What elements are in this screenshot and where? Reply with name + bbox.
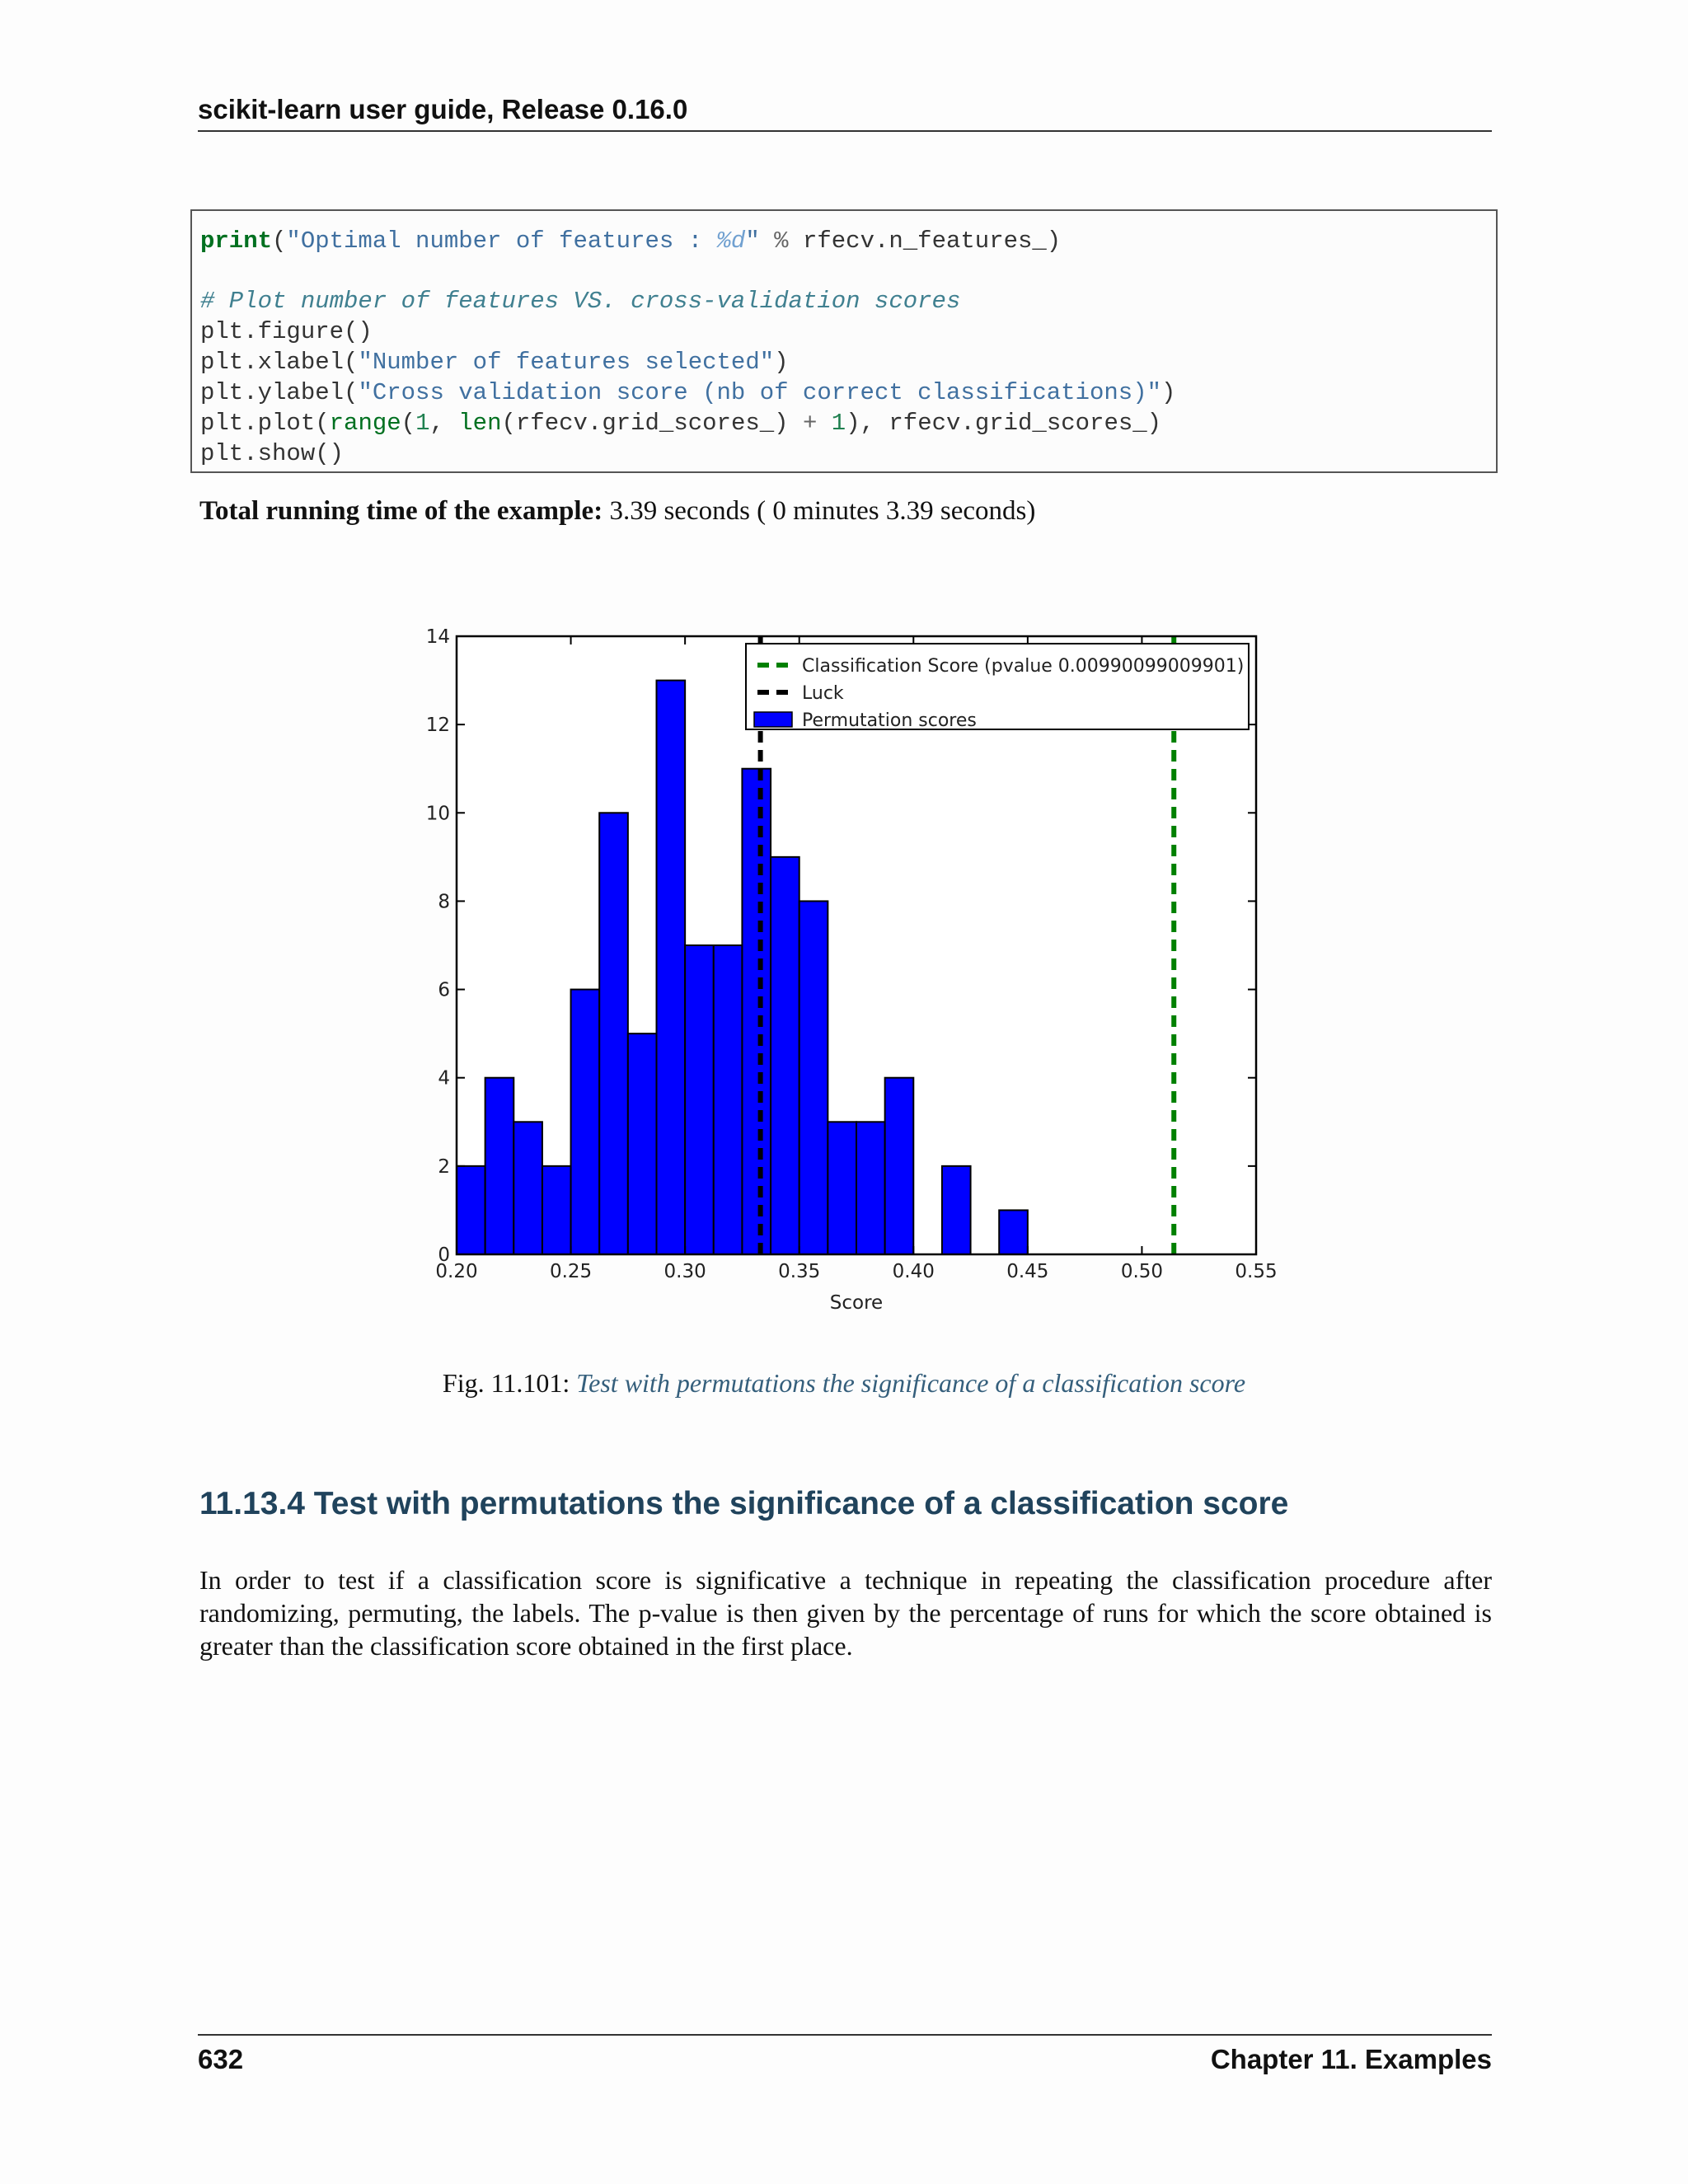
page-header — [198, 92, 1492, 132]
histogram-bar — [685, 945, 714, 1254]
runtime-label: Total running time of the example: — [199, 496, 603, 526]
code-token: %d — [716, 227, 746, 255]
y-tick-label: 2 — [438, 1155, 450, 1178]
caption-link[interactable]: Test with permutations the significance of a classification score — [576, 1368, 1246, 1398]
x-tick-label: 0.45 — [1006, 1261, 1049, 1282]
figure-caption — [0, 1368, 1688, 1399]
runtime-text — [199, 496, 1035, 527]
histogram-bar — [714, 945, 743, 1254]
code-token: 1 — [415, 410, 430, 437]
code-token: " — [745, 227, 760, 255]
y-tick-label: 12 — [425, 715, 450, 737]
code-token: "Number of features selected" — [358, 349, 775, 376]
y-tick-label: 6 — [438, 979, 450, 1001]
code-block — [190, 209, 1498, 473]
histogram-bar — [742, 769, 771, 1254]
x-tick-label: 0.25 — [549, 1261, 593, 1282]
histogram-bar — [828, 1122, 856, 1254]
header-title: scikit-learn user guide, Release 0.16.0 — [198, 94, 688, 124]
code-token: ( — [401, 410, 416, 437]
code-token: 1 — [831, 410, 846, 437]
code-token: ), rfecv.grid_scores_) — [846, 410, 1162, 437]
y-tick-label: 4 — [438, 1067, 450, 1090]
code-token: (rfecv.grid_scores_) — [501, 410, 803, 437]
code-token: "Cross validation score (nb of correct classifications)" — [358, 379, 1161, 406]
code-token: plt.xlabel( — [200, 349, 359, 376]
legend-label: Classification Score (pvalue 0.00990099009901) — [802, 656, 1245, 677]
x-axis-label: Score — [829, 1292, 884, 1314]
code-token: rfecv.n_features_) — [802, 227, 1062, 255]
histogram-bar — [628, 1033, 657, 1254]
y-tick-label: 8 — [438, 891, 450, 913]
legend-label: Luck — [802, 683, 844, 704]
histogram-bar — [885, 1078, 914, 1254]
histogram-bar — [771, 857, 799, 1254]
code-token: range — [329, 410, 401, 437]
code-token: print — [200, 227, 273, 255]
code-token — [817, 410, 831, 437]
histogram-bar — [599, 813, 628, 1254]
code-line-4 — [200, 349, 789, 376]
code-line-5 — [200, 379, 1175, 406]
code-token: ) — [774, 349, 789, 376]
legend-label: Permutation scores — [802, 710, 977, 731]
histogram-bar — [485, 1078, 514, 1254]
section-heading: 11.13.4 Test with permutations the significance of a classification score — [199, 1486, 1289, 1521]
x-tick-label: 0.20 — [435, 1261, 478, 1282]
x-tick-label: 0.30 — [663, 1261, 706, 1282]
legend-permutation-swatch — [754, 712, 792, 727]
permutation-histogram-chart — [387, 610, 1302, 1335]
y-tick-label: 0 — [438, 1244, 450, 1266]
caption-prefix: Fig. 11.101: — [442, 1368, 577, 1398]
code-token: "Optimal number of features : — [286, 227, 717, 255]
histogram-bar — [457, 1166, 485, 1254]
code-token: + — [802, 410, 818, 437]
page-number: 632 — [198, 2044, 244, 2074]
histogram-bar — [542, 1166, 571, 1254]
code-line-3: plt.figure() — [200, 318, 373, 345]
histogram-bar — [942, 1166, 971, 1254]
chapter-label: Chapter 11. Examples — [1210, 2044, 1492, 2074]
code-line-7: plt.show() — [200, 440, 345, 467]
x-tick-label: 0.55 — [1235, 1261, 1278, 1282]
y-tick-label: 14 — [425, 626, 450, 648]
code-token: plt.plot( — [200, 410, 330, 437]
code-token: ( — [272, 227, 287, 255]
x-tick-label: 0.35 — [778, 1261, 821, 1282]
code-line-6 — [200, 410, 1161, 437]
x-tick-label: 0.50 — [1120, 1261, 1164, 1282]
histogram-bar — [856, 1122, 885, 1254]
code-token: len — [458, 410, 502, 437]
page-footer — [198, 2034, 1492, 2074]
histogram-bar — [799, 901, 828, 1254]
histogram-bar — [571, 990, 600, 1254]
code-token: plt.ylabel( — [200, 379, 359, 406]
code-token: , — [429, 410, 459, 437]
y-tick-label: 10 — [425, 803, 450, 825]
runtime-value: 3.39 seconds ( 0 minutes 3.39 seconds) — [603, 496, 1036, 526]
x-tick-label: 0.40 — [892, 1261, 935, 1282]
histogram-bar — [657, 681, 686, 1254]
histogram-bar — [513, 1122, 542, 1254]
code-line-1 — [200, 227, 1061, 255]
code-token: % — [759, 227, 803, 255]
body-paragraph: In order to test if a classification score is significative a technique in repeating the classification procedure after randomizing, permuting, the labels. The p-value is then given by the percentage of runs for which the score obtained is greater than the classification score obtained in the first place. — [199, 1565, 1492, 1661]
code-line-2: # Plot number of features VS. cross-validation scores — [200, 288, 961, 315]
histogram-bar — [999, 1210, 1028, 1254]
code-token: ) — [1161, 379, 1176, 406]
